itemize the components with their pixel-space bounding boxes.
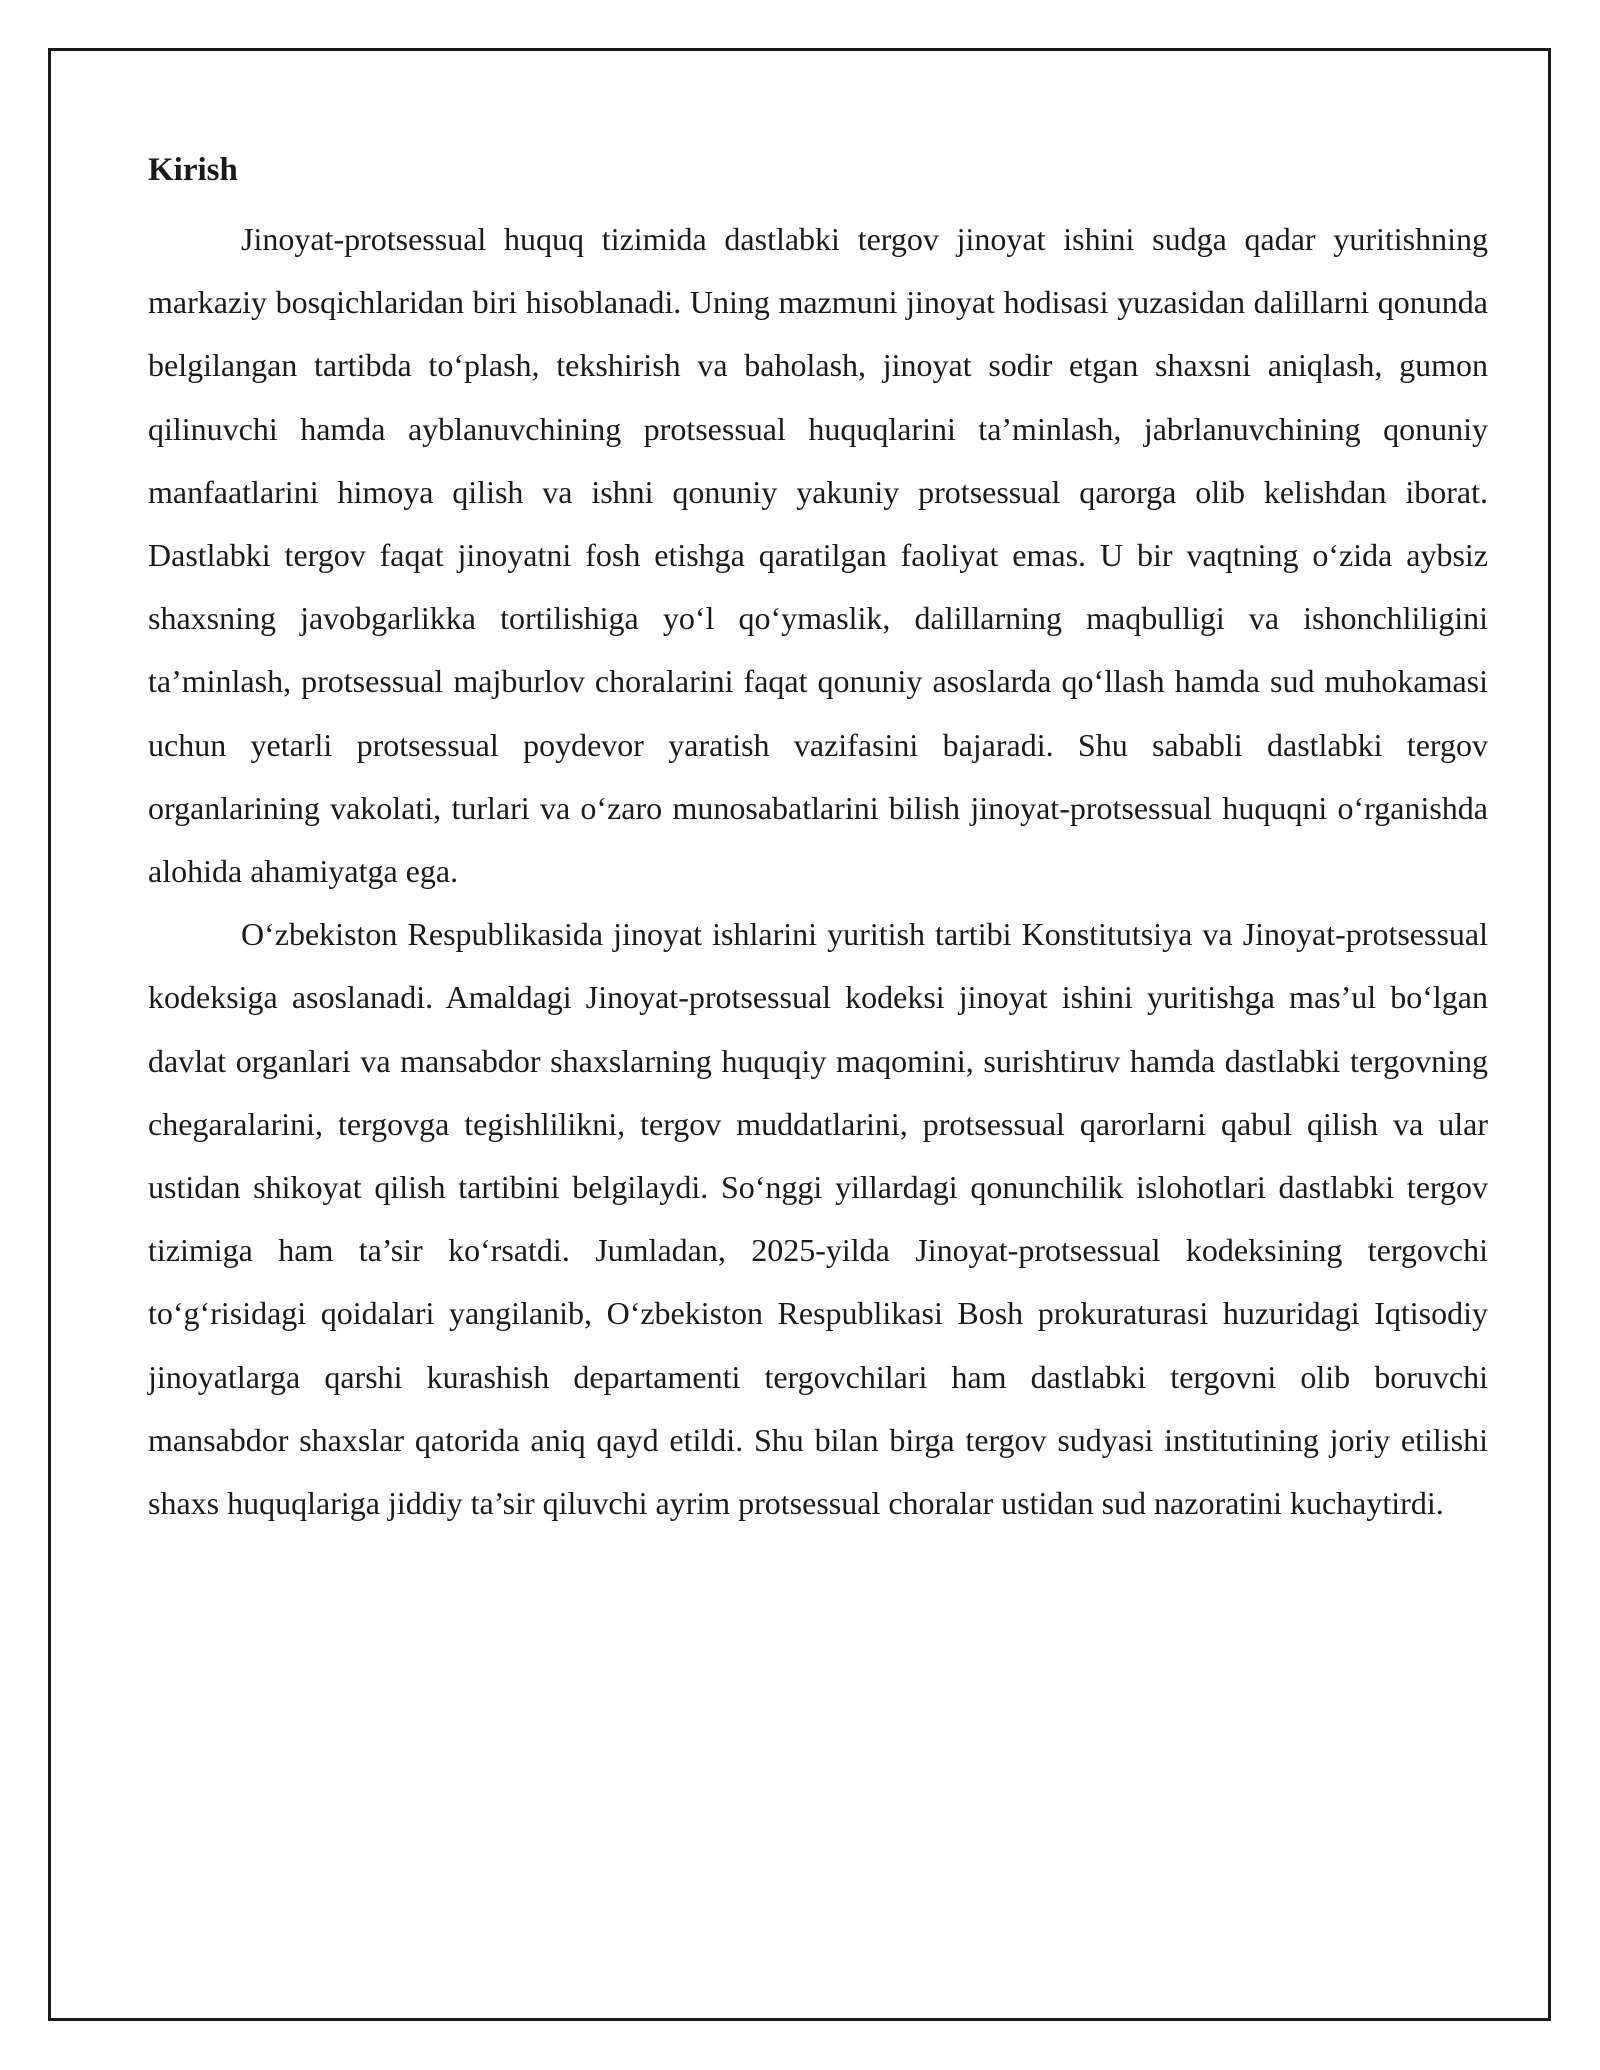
section-heading: Kirish (148, 152, 238, 188)
paragraph-2: O‘zbekiston Respublikasida jinoyat ishlarini yuritish tartibi Konstitutsiya va Jinoyat-protsessual kodeksiga asoslanadi. Amaldagi Jinoyat-protsessual kodeksi jinoyat ishini yuritishga mas’ul bo‘lgan davlat organlari va mansabdor shaxslarning huquqiy maqomini, surishtiruv hamda dastlabki tergovning chegaralarini, tergovga tegishlilikni, tergov muddatlarini, protsessual qarorlarni qabul qilish va ular ustidan shikoyat qilish tartibini belgilaydi. So‘nggi yillardagi qonunchilik islohotlari dastlabki tergov tizimiga ham ta’sir ko‘rsatdi. Jumladan, 2025-yilda Jinoyat-protsessual kodeksining tergovchi to‘g‘risidagi qoidalari yangilanib, O‘zbekiston Respublikasi Bosh prokuraturasi huzuridagi Iqtisodiy jinoyatlarga qarshi kurashish departamenti tergovchilari ham dastlabki tergovni olib boruvchi mansabdor shaxslar qatorida aniq qayd etildi. Shu bilan birga tergov sudyasi institutining joriy etilishi shaxs huquqlariga jiddiy ta’sir qiluvchi ayrim protsessual choralar ustidan sud nazoratini kuchaytirdi. (148, 916, 1488, 1522)
paragraph-1: Jinoyat-protsessual huquq tizimida dastlabki tergov jinoyat ishini sudga qadar yuritishning markaziy bosqichlaridan biri hisoblanadi. Uning mazmuni jinoyat hodisasi yuzasidan dalillarni qonunda belgilangan tartibda to‘plash, tekshirish va baholash, jinoyat sodir etgan shaxsni aniqlash, gumon qilinuvchi hamda ayblanuvchining protsessual huquqlarini ta’minlash, jabrlanuvchining qonuniy manfaatlarini himoya qilish va ishni qonuniy yakuniy protsessual qarorga olib kelishdan iborat. Dastlabki tergov faqat jinoyatni fosh etishga qaratilgan faoliyat emas. U bir vaqtning o‘zida aybsiz shaxsning javobgarlikka tortilishiga yo‘l qo‘ymaslik, dalillarning maqbulligi va ishonchliligini ta’minlash, protsessual majburlov choralarini faqat qonuniy asoslarda qo‘llash hamda sud muhokamasi uchun yetarli protsessual poydevor yaratish vazifasini bajaradi. Shu sababli dastlabki tergov organlarining vakolati, turlari va o‘zaro munosabatlarini bilish jinoyat-protsessual huquqni o‘rganishda alohida ahamiyatga ega. (148, 221, 1488, 890)
document-body (148, 150, 1488, 1535)
